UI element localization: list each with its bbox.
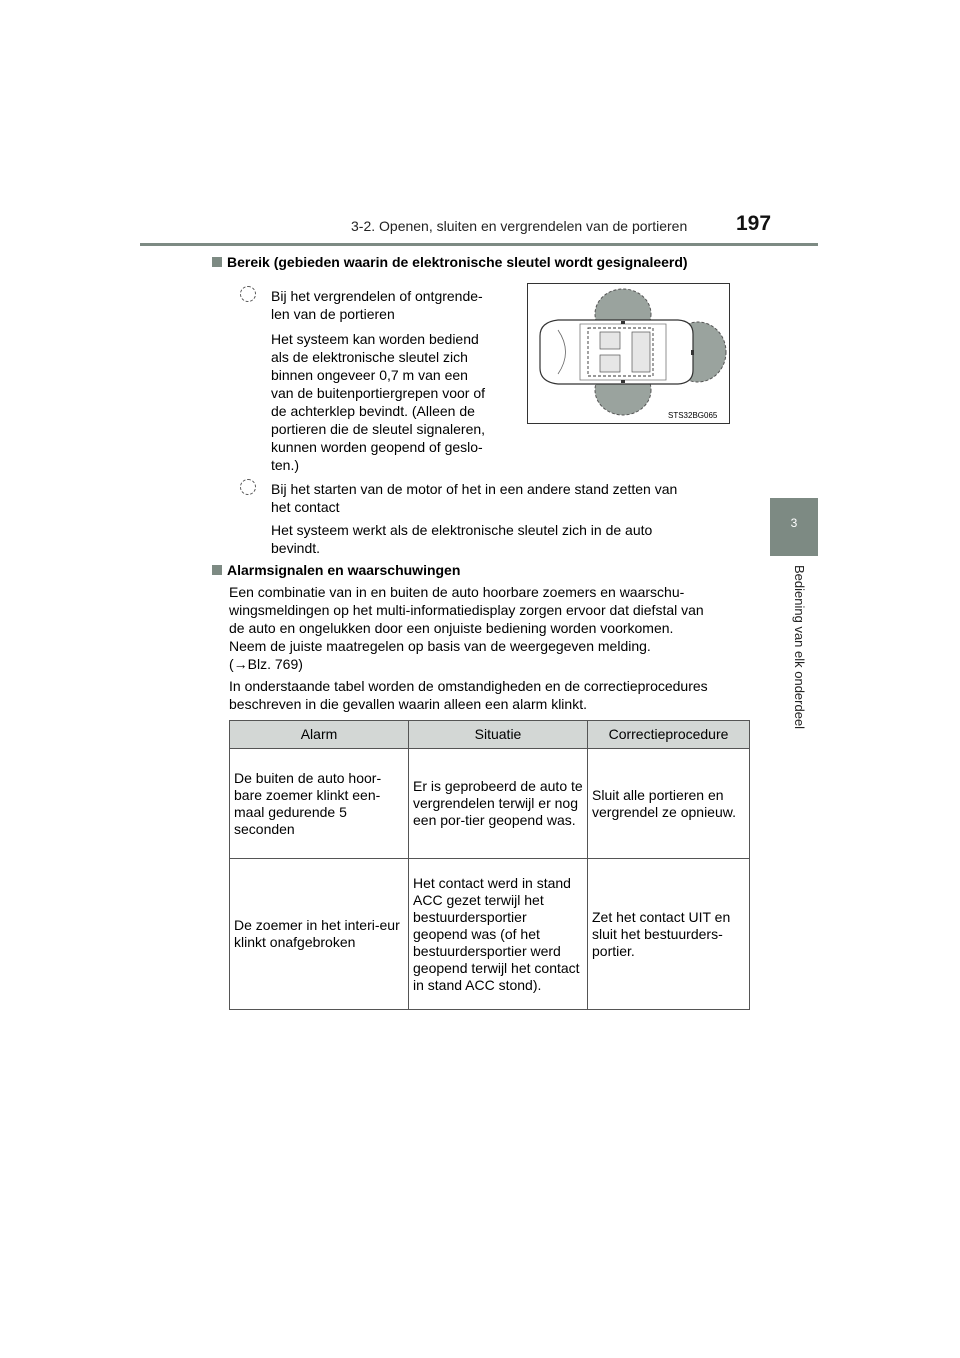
- car-body: [540, 320, 693, 384]
- table-row: [230, 749, 750, 859]
- handle-left: [621, 321, 625, 324]
- key-range-diagram: [527, 283, 730, 424]
- diagram-code: STS32BG065: [668, 411, 718, 420]
- car-top-view-illustration: [528, 284, 730, 424]
- handle-right: [621, 380, 625, 383]
- alarm-cell: De zoemer in het interi-eur klinkt onafgebroken: [230, 859, 409, 1010]
- header-correction: Correctieprocedure: [588, 721, 750, 749]
- chapter-label: Bediening van elk onderdeel: [792, 565, 807, 730]
- correction-cell: Zet het contact UIT en sluit het bestuurders-portier.: [588, 859, 750, 1010]
- item1-heading: Bij het vergrendelen of ontgrende- len van de portieren: [271, 288, 483, 322]
- inner-range-dashed-circle-icon: [240, 286, 256, 302]
- alarm-paragraph-1: Een combinatie van in en buiten de auto hoorbare zoemers en waarschu- wingsmeldingen op het multi-informatiedisplay zorgen ervoor dat diefstal van de auto en ongelukken door een onjuiste bediening worden voorkomen. Neem de juiste maatregelen op basis van de weergegeven melding. (→Blz. 769): [229, 583, 743, 673]
- item2-body: Het systeem werkt als de elektronische sleutel zich in de auto bevindt.: [271, 522, 653, 556]
- bullet-square-icon: [212, 565, 222, 575]
- page-number: 197: [736, 212, 772, 235]
- situation-cell: Het contact werd in stand ACC gezet terwijl het bestuurdersportier geopend was (of het bestuurdersportier werd geopend terwijl het contact in stand ACC stond).: [409, 859, 588, 1010]
- header-alarm: Alarm: [230, 721, 409, 749]
- range-section-title: Bereik (gebieden waarin de elektronische sleutel wordt gesignaleerd): [212, 254, 688, 270]
- rear-seat: [632, 332, 650, 372]
- situation-cell: Er is geprobeerd de auto te vergrendelen terwijl er nog een por-tier geopend was.: [409, 749, 588, 859]
- table-row: [230, 859, 750, 1010]
- front-seat-right: [600, 355, 620, 372]
- item1-body: Het systeem kan worden bediend als de elektronische sleutel zich binnen ongeveer 0,7 m van een van de buitenportiergrepen voor of de achterklep bevindt. (Alleen de portieren die de sleutel signaleren, kunnen worden geopend of geslo- ten.): [271, 331, 486, 473]
- header-situation: Situatie: [409, 721, 588, 749]
- alarm-cell: De buiten de auto hoor-bare zoemer klinkt een-maal gedurende 5 seconden: [230, 749, 409, 859]
- correction-cell: Sluit alle portieren en vergrendel ze opnieuw.: [588, 749, 750, 859]
- interior-range-dashed-circle-icon: [240, 479, 256, 495]
- alarm-table: [229, 720, 750, 1010]
- chapter-tab: 3: [770, 498, 818, 556]
- alarm-paragraph-2: In onderstaande tabel worden de omstandigheden en de correctieprocedures beschreven in die gevallen waarin alleen een alarm klinkt.: [229, 678, 708, 712]
- table-header-row: [230, 721, 750, 749]
- handle-back: [691, 350, 694, 355]
- front-seat-left: [600, 332, 620, 349]
- bullet-square-icon: [212, 257, 222, 267]
- running-header: 3-2. Openen, sluiten en vergrendelen van de portieren: [351, 218, 688, 234]
- alarm-section-title: Alarmsignalen en waarschuwingen: [212, 562, 460, 578]
- header-rule: [140, 243, 818, 246]
- page-reference-link[interactable]: (→Blz. 769): [229, 656, 303, 672]
- item2-heading: Bij het starten van de motor of het in een andere stand zetten van het contact: [271, 481, 678, 515]
